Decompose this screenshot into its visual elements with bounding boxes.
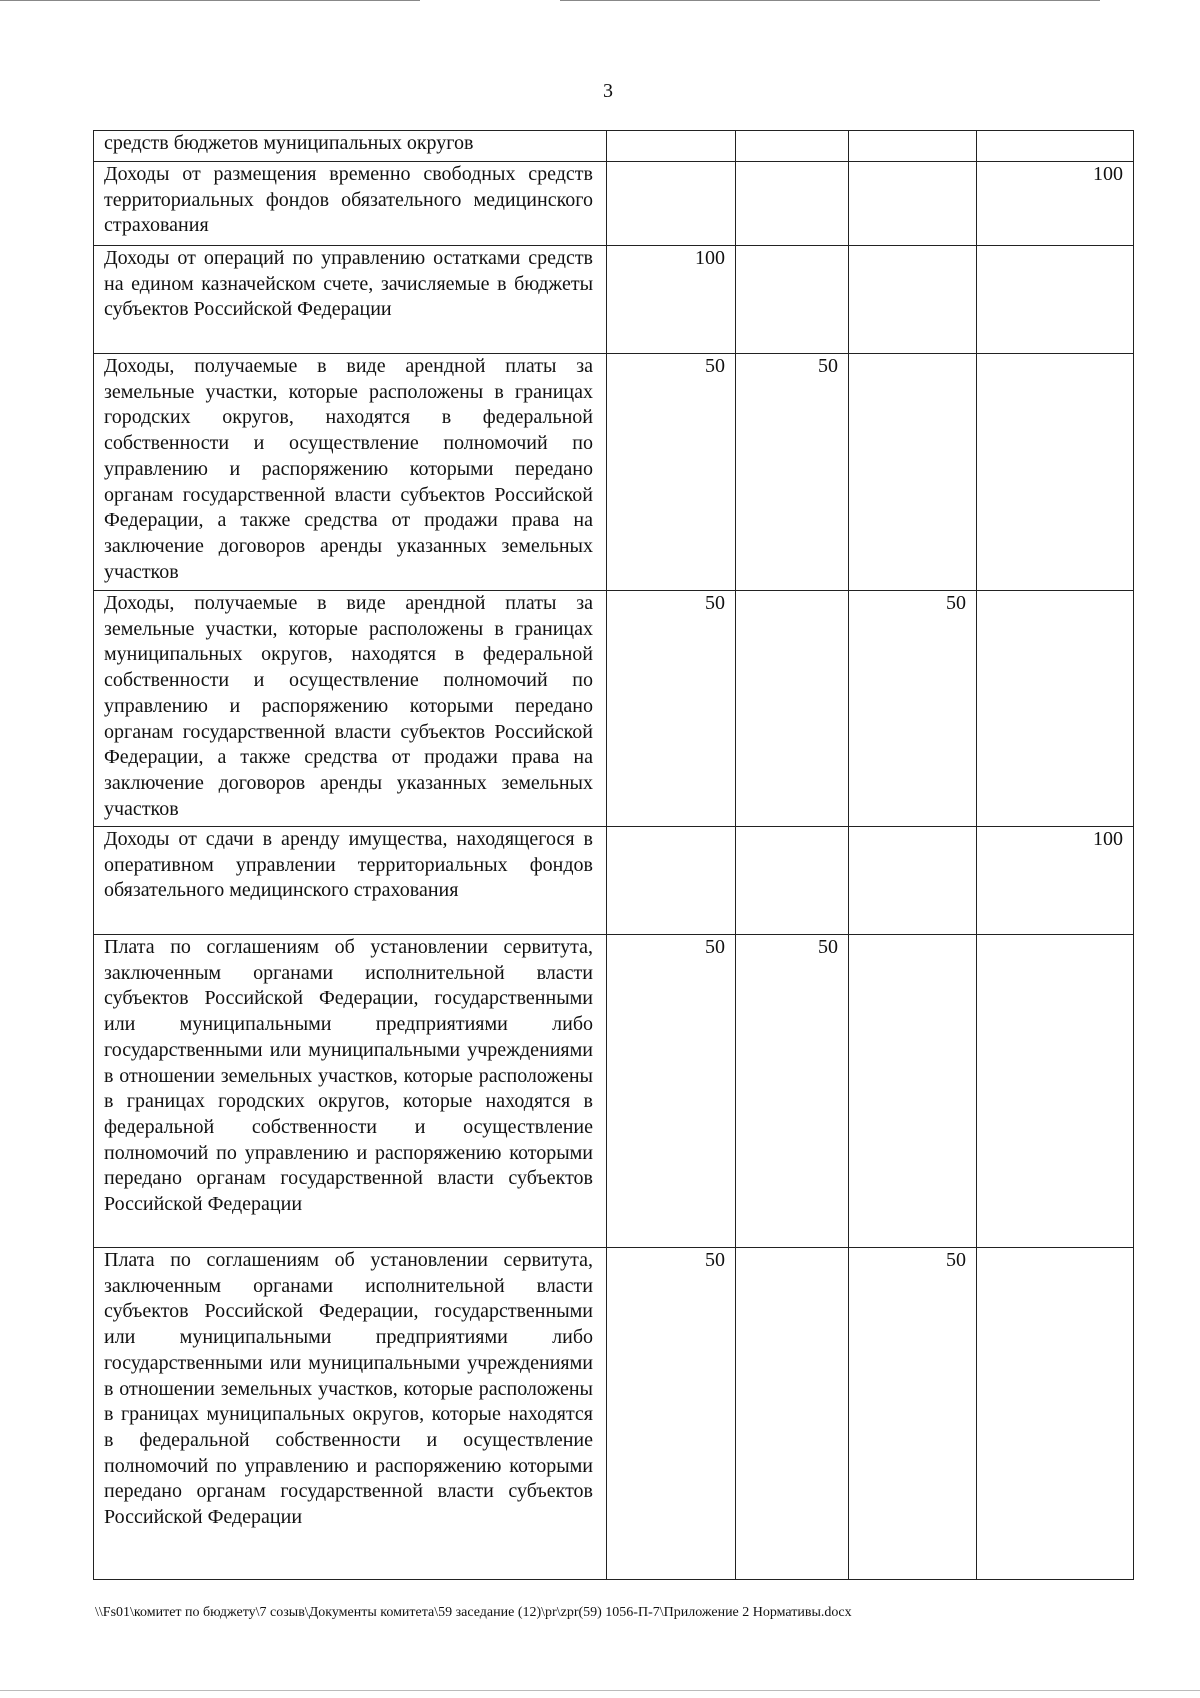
value-cell: 100 xyxy=(977,827,1134,935)
value-cell xyxy=(736,246,849,354)
value-cell: 50 xyxy=(849,591,977,827)
page-number: 3 xyxy=(603,80,613,102)
table-row xyxy=(94,935,1134,1248)
value-cell xyxy=(607,162,736,246)
value-cell: 100 xyxy=(607,246,736,354)
value-cell xyxy=(849,935,977,1248)
revenue-description: Доходы, получаемые в виде арендной платы за земельные участки, которые расположены в границах городских округов, находятся в федеральной собственности и осуществление полномочий по управлению и распоряжению которыми передано органам государственной власти субъектов Российской Федерации, а также средства от продажи права на заключение договоров аренды указанных земельных участков xyxy=(94,354,607,591)
document-file-path: \\Fs01\комитет по бюджету\7 созыв\Документы комитета\59 заседание (12)\pr\zpr(59) 1056-П-7\Приложение 2 Нормативы.docx xyxy=(95,1605,852,1620)
value-cell xyxy=(607,827,736,935)
table-row xyxy=(94,1248,1134,1580)
norms-table xyxy=(93,130,1134,1580)
value-cell xyxy=(607,131,736,162)
revenue-description: Доходы, получаемые в виде арендной платы за земельные участки, которые расположены в границах муниципальных округов, находятся в федеральной собственности и осуществление полномочий по управлению и распоряжению которыми передано органам государственной власти субъектов Российской Федерации, а также средства от продажи права на заключение договоров аренды указанных земельных участков xyxy=(94,591,607,827)
value-cell xyxy=(849,162,977,246)
value-cell: 50 xyxy=(849,1248,977,1580)
value-cell xyxy=(849,827,977,935)
value-cell: 100 xyxy=(977,162,1134,246)
scan-artifact-bottom xyxy=(0,1690,1200,1691)
revenue-description: Доходы от сдачи в аренду имущества, находящегося в оперативном управлении территориальных фондов обязательного медицинского страхования xyxy=(94,827,607,935)
value-cell xyxy=(849,354,977,591)
revenue-description: средств бюджетов муниципальных округов xyxy=(94,131,607,162)
value-cell: 50 xyxy=(736,935,849,1248)
value-cell xyxy=(977,354,1134,591)
value-cell xyxy=(849,246,977,354)
revenue-description: Плата по соглашениям об установлении сервитута, заключенным органами исполнительной власти субъектов Российской Федерации, государственными или муниципальными предприятиями либо государственными или муниципальными учреждениями в отношении земельных участков, которые расположены в границах городских округов, которые находятся в федеральной собственности и осуществление полномочий по управлению и распоряжению которыми передано органам государственной власти субъектов Российской Федерации xyxy=(94,935,607,1248)
value-cell: 50 xyxy=(607,591,736,827)
value-cell xyxy=(849,131,977,162)
table-row xyxy=(94,131,1134,162)
value-cell: 50 xyxy=(607,354,736,591)
value-cell xyxy=(736,591,849,827)
value-cell xyxy=(977,1248,1134,1580)
value-cell xyxy=(736,162,849,246)
table-row xyxy=(94,162,1134,246)
revenue-description: Доходы от операций по управлению остатками средств на едином казначейском счете, зачисляемые в бюджеты субъектов Российской Федерации xyxy=(94,246,607,354)
scan-artifact-top-right xyxy=(560,0,1100,1)
table-row xyxy=(94,246,1134,354)
revenue-description: Доходы от размещения временно свободных средств территориальных фондов обязательного медицинского страхования xyxy=(94,162,607,246)
scan-artifact-top xyxy=(0,0,420,1)
value-cell: 50 xyxy=(607,1248,736,1580)
table-row xyxy=(94,827,1134,935)
value-cell xyxy=(977,591,1134,827)
value-cell: 50 xyxy=(607,935,736,1248)
value-cell xyxy=(736,1248,849,1580)
value-cell xyxy=(977,131,1134,162)
table-row xyxy=(94,591,1134,827)
value-cell xyxy=(736,131,849,162)
value-cell: 50 xyxy=(736,354,849,591)
value-cell xyxy=(977,246,1134,354)
value-cell xyxy=(736,827,849,935)
revenue-description: Плата по соглашениям об установлении сервитута, заключенным органами исполнительной власти субъектов Российской Федерации, государственными или муниципальными предприятиями либо государственными или муниципальными учреждениями в отношении земельных участков, которые расположены в границах муниципальных округов, которые находятся в федеральной собственности и осуществление полномочий по управлению и распоряжению которыми передано органам государственной власти субъектов Российской Федерации xyxy=(94,1248,607,1580)
table-row xyxy=(94,354,1134,591)
value-cell xyxy=(977,935,1134,1248)
